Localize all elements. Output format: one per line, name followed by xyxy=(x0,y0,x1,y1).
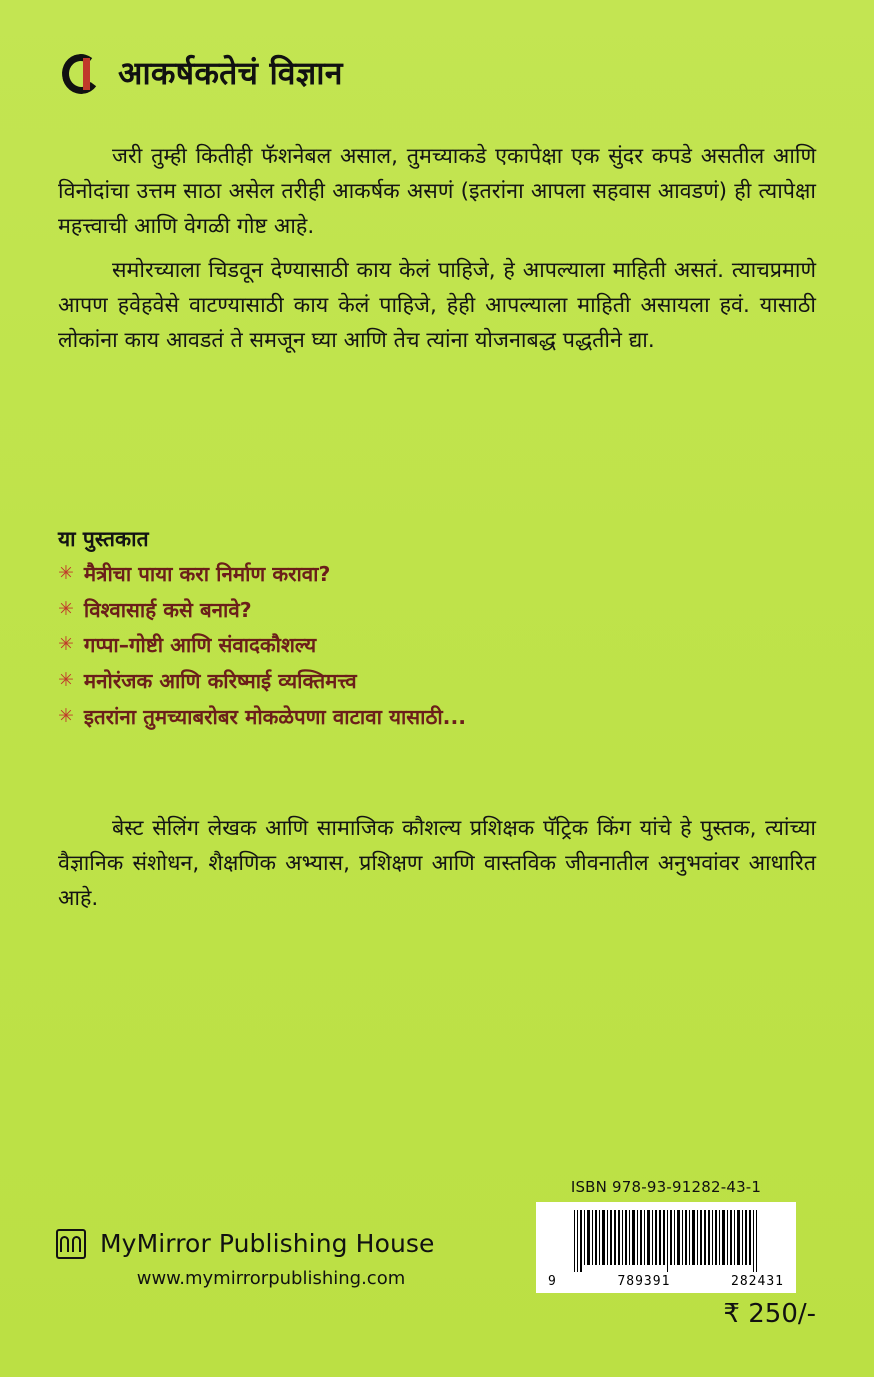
mymirror-logo-icon xyxy=(56,1225,90,1261)
list-item xyxy=(58,668,816,695)
star-bullet-icon: ✳ xyxy=(58,668,74,691)
publisher-name: MyMirror Publishing House xyxy=(100,1228,435,1258)
contents-item-label: गप्पा–गोष्टी आणि संवादकौशल्य xyxy=(83,633,317,658)
star-bullet-icon: ✳ xyxy=(58,562,74,584)
contents-heading: या पुस्तकात xyxy=(58,527,149,551)
title-row xyxy=(62,52,343,96)
contents-section xyxy=(58,525,816,739)
star-bullet-icon: ✳ xyxy=(58,704,74,727)
paragraph-1: जरी तुम्ही कितीही फॅशनेबल असाल, तुमच्याकडे एकापेक्षा एक सुंदर कपडे असतील आणि विनोदांचा उत्तम साठा असेल तरीही आकर्षक असणं (इतरांना आपला सहवास आवडणं) ही त्यापेक्षा महत्त्वाची आणि वेगळी गोष्ट आहे. xyxy=(58,144,816,239)
body-text-block xyxy=(58,140,816,363)
paragraph-2: समोरच्याला चिडवून देण्यासाठी काय केलं पाहिजे, हे आपल्याला माहिती असतं. त्याचप्रमाणे आपण हवेहवेसे वाटण्यासाठी काय केलं पाहिजे, हेही आपल्याला माहिती असायला हवं. यासाठी लोकांना काय आवडतं ते समजून घ्या आणि तेच त्यांना योजनाबद्ध पद्धतीने द्या. xyxy=(58,258,816,354)
barcode-bars xyxy=(546,1210,786,1272)
publisher-block xyxy=(56,1225,476,1289)
author-blurb-text: बेस्ट सेलिंग लेखक आणि सामाजिक कौशल्य प्रशिक्षक पॅट्रिक किंग यांचे हे पुस्तक, त्यांच्या वैज्ञानिक संशोधन, शैक्षणिक अभ्यास, प्रशिक्षण आणि वास्तविक जीवनातील अनुभवांवर आधारित आहे. xyxy=(58,816,816,911)
publisher-row xyxy=(56,1225,476,1261)
author-blurb-section xyxy=(58,812,816,916)
page-title: आकर्षकतेचं विज्ञान xyxy=(118,54,343,93)
list-item xyxy=(58,597,816,624)
star-bullet-icon: ✳ xyxy=(58,597,74,620)
isbn-area xyxy=(516,1178,816,1293)
list-item xyxy=(58,561,816,588)
contents-item-label: मनोरंजक आणि करिष्माई व्यक्तिमत्त्व xyxy=(83,668,357,693)
isbn-text: ISBN 978-93-91282-43-1 xyxy=(570,1178,762,1196)
publisher-website: www.mymirrorpublishing.com xyxy=(136,1268,406,1289)
barcode-digits xyxy=(546,1272,786,1289)
list-item xyxy=(58,704,816,731)
contents-list xyxy=(58,561,816,730)
barcode-group-1: 789391 xyxy=(617,1274,671,1289)
c-logo-icon xyxy=(62,52,104,96)
list-item xyxy=(58,632,816,659)
contents-item-label: विश्वासार्ह कसे बनावे? xyxy=(83,597,252,622)
contents-item-label: इतरांना तुमच्याबरोबर मोकळेपणा वाटावा यासाठी... xyxy=(83,704,467,729)
barcode-group-2: 282431 xyxy=(731,1274,784,1289)
contents-item-label: मैत्रीचा पाया करा निर्माण करावा? xyxy=(83,562,331,586)
barcode-left-digit: 9 xyxy=(548,1274,557,1289)
price-label: ₹ 250/- xyxy=(723,1299,816,1329)
star-bullet-icon: ✳ xyxy=(58,633,74,656)
barcode xyxy=(536,1202,796,1293)
